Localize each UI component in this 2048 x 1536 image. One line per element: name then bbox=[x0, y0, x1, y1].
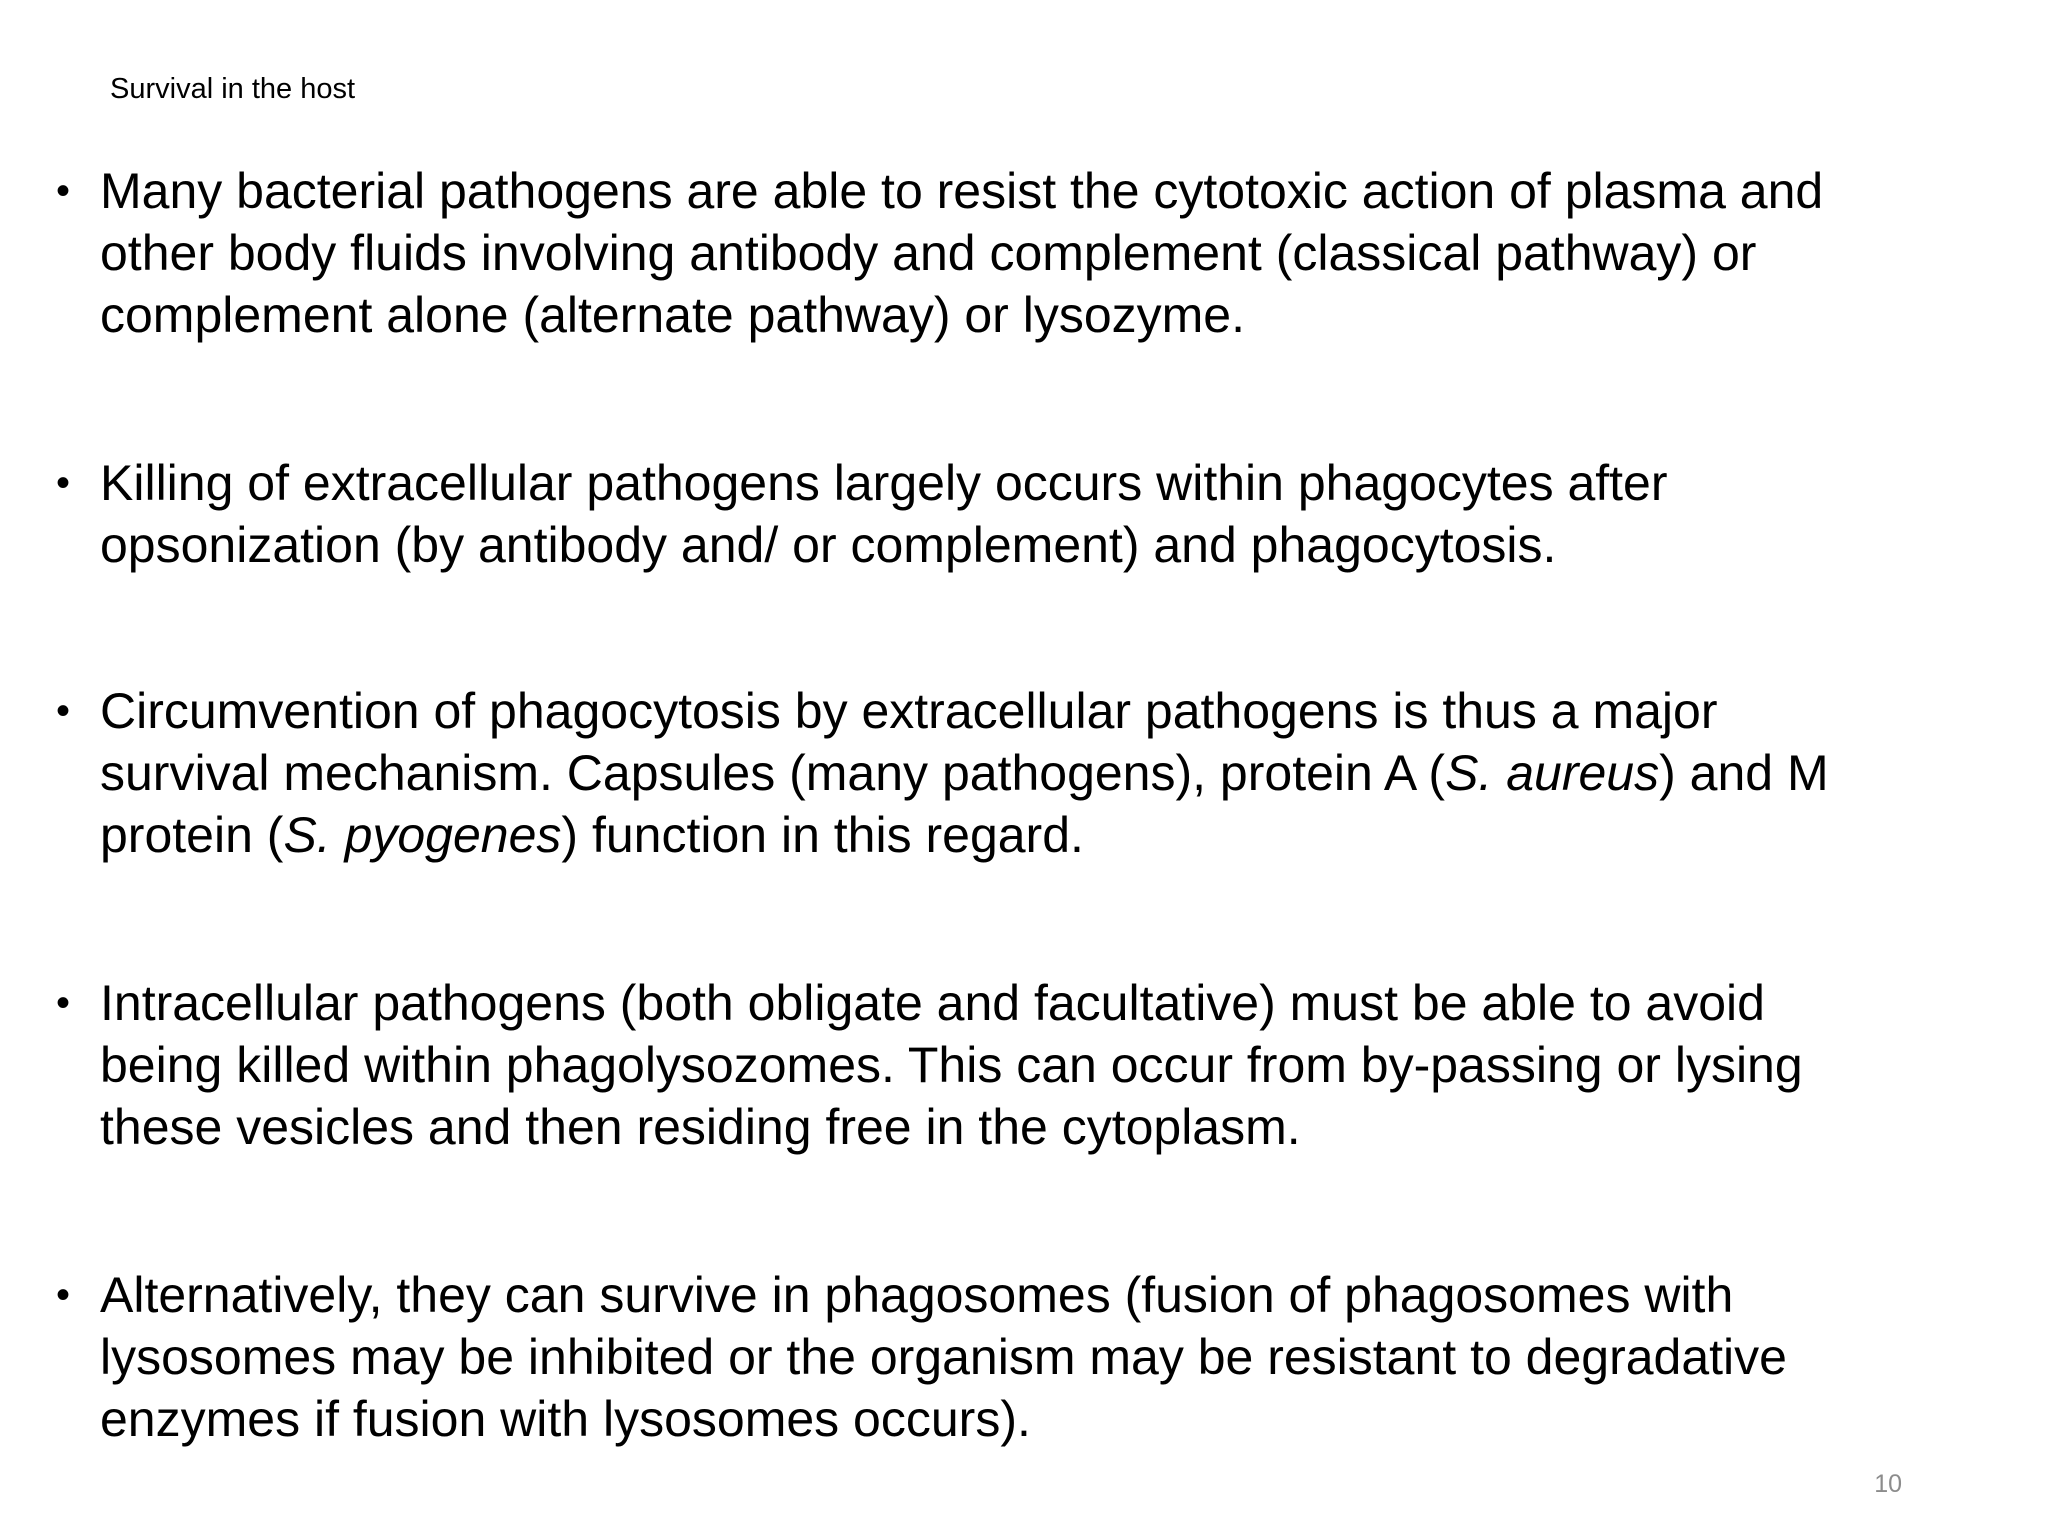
bullet-list bbox=[56, 160, 1956, 1450]
bullet-line: complement alone (alternate pathway) or lysozyme. bbox=[100, 287, 1245, 343]
bullet-text bbox=[100, 972, 1803, 1158]
bullet-line: other body fluids involving antibody and complement (classical pathway) or bbox=[100, 225, 1757, 281]
bullet-marker: • bbox=[56, 1273, 71, 1317]
bullet-item bbox=[56, 1264, 1956, 1450]
bullet-line: Many bacterial pathogens are able to resist the cytotoxic action of plasma and bbox=[100, 163, 1824, 219]
page-number: 10 bbox=[1874, 1470, 1902, 1498]
bullet-line: Circumvention of phagocytosis by extracellular pathogens is thus a major bbox=[100, 683, 1718, 739]
line-text: ) and M bbox=[1659, 745, 1829, 801]
bullet-marker: • bbox=[56, 169, 71, 213]
bullet-line: these vesicles and then residing free in the cytoplasm. bbox=[100, 1099, 1301, 1155]
line-text: protein ( bbox=[100, 807, 284, 863]
bullet-marker: • bbox=[56, 689, 71, 733]
bullet-line bbox=[100, 742, 1829, 804]
bullet-item bbox=[56, 160, 1956, 346]
bullet-line bbox=[100, 804, 1829, 866]
slide-title: Survival in the host bbox=[110, 73, 356, 105]
bullet-text bbox=[100, 1264, 1787, 1450]
bullet-line: lysosomes may be inhibited or the organism may be resistant to degradative bbox=[100, 1329, 1787, 1385]
bullet-marker: • bbox=[56, 461, 71, 505]
bullet-item bbox=[56, 680, 1956, 866]
bullet-item bbox=[56, 452, 1956, 576]
bullet-line: enzymes if fusion with lysosomes occurs). bbox=[100, 1391, 1031, 1447]
species-name-italic: S. aureus bbox=[1445, 745, 1660, 801]
species-name-italic: S. pyogenes bbox=[283, 807, 562, 863]
bullet-item bbox=[56, 972, 1956, 1158]
bullet-text bbox=[100, 452, 1668, 576]
bullet-line: Alternatively, they can survive in phagosomes (fusion of phagosomes with bbox=[100, 1267, 1734, 1323]
bullet-text bbox=[100, 680, 1829, 866]
bullet-text bbox=[100, 160, 1823, 346]
bullet-line: being killed within phagolysozomes. This can occur from by-passing or lysing bbox=[100, 1037, 1803, 1093]
line-text: survival mechanism. Capsules (many pathogens), protein A ( bbox=[100, 745, 1446, 801]
bullet-marker: • bbox=[56, 981, 71, 1025]
bullet-line: opsonization (by antibody and/ or complement) and phagocytosis. bbox=[100, 517, 1557, 573]
bullet-line: Killing of extracellular pathogens largely occurs within phagocytes after bbox=[100, 455, 1668, 511]
bullet-line: Intracellular pathogens (both obligate and facultative) must be able to avoid bbox=[100, 975, 1765, 1031]
line-text: ) function in this regard. bbox=[561, 807, 1084, 863]
